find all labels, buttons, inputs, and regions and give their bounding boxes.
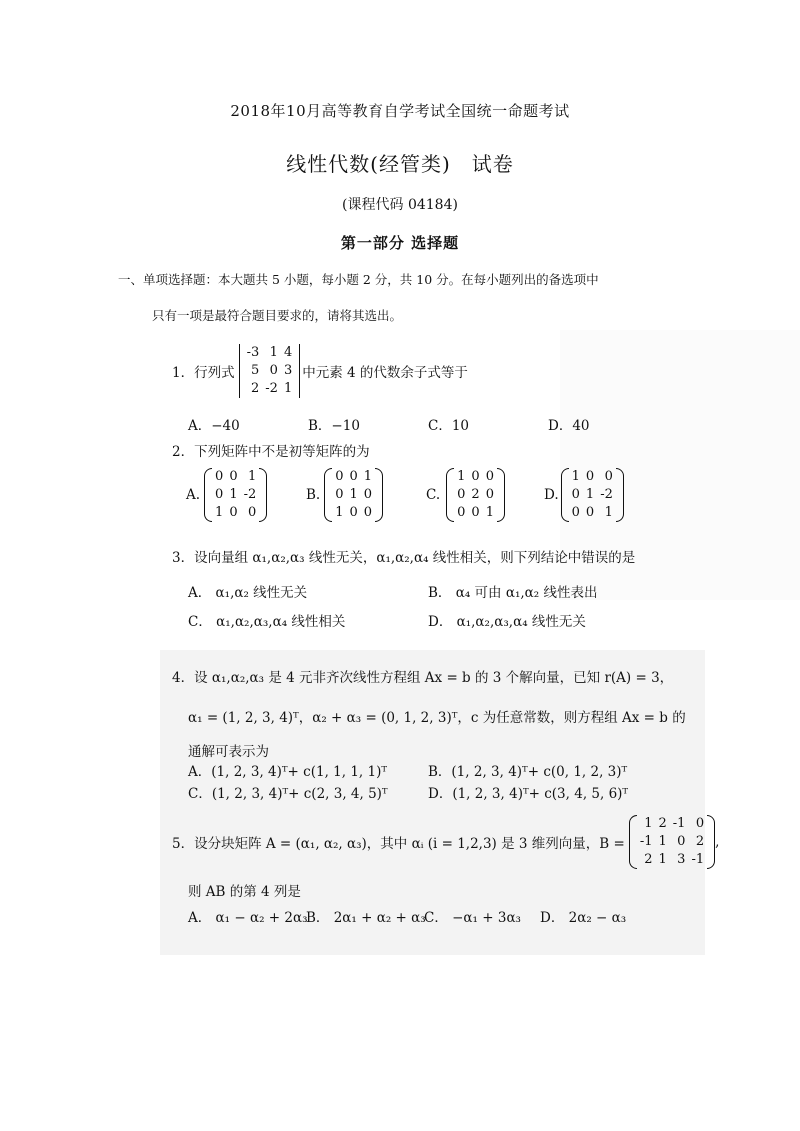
det-cell: 0 (269, 363, 278, 378)
option-label: C. (426, 487, 441, 503)
matrix-cell: 0 (571, 487, 580, 502)
section-instruction-line1: 一、单项选择题：本大题共 5 小题，每小题 2 分，共 10 分。在每小题列出的备选项中 (118, 272, 599, 287)
matrix-b (629, 815, 715, 869)
matrix (446, 468, 505, 522)
matrix-cell: 0 (604, 469, 613, 484)
matrix-cell: 0 (485, 487, 494, 502)
question-4-line1: 4．设 α₁,α₂,α₃ 是 4 元非齐次线性方程组 Ax = b 的 3 个解向量，已知 r(A) = 3， (172, 670, 674, 686)
q2-option-d[interactable] (544, 468, 624, 522)
question-3-stem: 3．设向量组 α₁,α₂,α₃ 线性无关，α₁,α₂,α₄ 线性相关，则下列结论中错误的是 (172, 550, 636, 566)
matrix-cell: 0 (485, 469, 494, 484)
q2-option-a[interactable] (186, 468, 267, 522)
matrix-cell: 2 (695, 834, 705, 849)
matrix-cell: 1 (335, 505, 344, 520)
matrix-cell: -2 (243, 487, 257, 502)
matrix-comma: , (715, 834, 720, 850)
matrix-cell: 0 (677, 834, 686, 849)
question-5-stem: 5．设分块矩阵 A = (α₁, α₂, α₃)，其中 αᵢ (i = 1,2,3) 是 3 维列向量，B = (172, 836, 625, 852)
matrix-cell: -2 (600, 487, 613, 502)
q3-option-c[interactable]: C． α₁,α₂,α₃,α₄ 线性相关 (188, 614, 346, 630)
matrix-cell: 2 (658, 816, 667, 831)
q3-option-d[interactable]: D． α₁,α₂,α₃,α₄ 线性无关 (428, 614, 586, 630)
q2-option-b[interactable] (306, 468, 383, 522)
option-label: A. (186, 487, 201, 503)
question-1 (172, 344, 468, 398)
matrix-grid (332, 468, 375, 522)
option-label: D. (544, 487, 559, 503)
matrix-cell: 1 (349, 487, 358, 502)
matrix-cell: 1 (658, 834, 667, 849)
matrix-cell: 0 (363, 487, 373, 502)
matrix-grid (569, 468, 616, 522)
matrix-cell: 0 (335, 469, 344, 484)
q4-option-a[interactable]: A．(1, 2, 3, 4)ᵀ+ c(1, 1, 1, 1)ᵀ (188, 764, 388, 780)
question-2-stem: 2．下列矩阵中不是初等矩阵的为 (172, 444, 370, 460)
q1-option-a[interactable]: A．−40 (188, 418, 240, 434)
matrix-cell: 1 (363, 469, 373, 484)
q5-option-b[interactable]: B． 2α₁ + α₂ + α₃ (306, 910, 426, 926)
matrix-grid (637, 815, 707, 869)
det-cell: 3 (283, 363, 293, 378)
det-cell: -3 (246, 345, 260, 360)
matrix-cell: 2 (471, 487, 480, 502)
exam-title: 2018年10月高等教育自学考试全国统一命题考试 (230, 102, 570, 120)
matrix-cell: 0 (229, 469, 238, 484)
matrix-cell: 0 (457, 487, 466, 502)
matrix-cell: 0 (571, 505, 580, 520)
matrix-cell: 0 (471, 505, 480, 520)
matrix-cell: 1 (229, 487, 238, 502)
q2-option-c[interactable] (426, 468, 505, 522)
question-4-line3: 通解可表示为 (188, 744, 269, 760)
matrix-grid (454, 468, 497, 522)
det-cell: -2 (265, 381, 278, 396)
matrix-cell: 0 (695, 816, 705, 831)
matrix-cell: 2 (644, 852, 653, 867)
q5-option-c[interactable]: C． −α₁ + 3α₃ (424, 910, 521, 926)
q1-option-b[interactable]: B．−10 (308, 418, 360, 434)
matrix-cell: 0 (349, 505, 358, 520)
question-5 (172, 815, 719, 869)
question-5-line2: 则 AB 的第 4 列是 (188, 884, 301, 900)
q5-option-d[interactable]: D． 2α₂ − α₃ (540, 910, 627, 926)
course-code: (课程代码 04184) (342, 197, 458, 213)
det-cell: 1 (269, 345, 278, 360)
matrix-cell: 3 (677, 852, 686, 867)
matrix-cell: 1 (571, 469, 580, 484)
q4-option-c[interactable]: C．(1, 2, 3, 4)ᵀ+ c(2, 3, 4, 5)ᵀ (188, 786, 388, 802)
matrix-grid (212, 468, 259, 522)
matrix-cell: 1 (604, 505, 613, 520)
matrix-cell: 0 (215, 487, 224, 502)
matrix (561, 468, 624, 522)
matrix-cell: 0 (215, 469, 224, 484)
matrix-cell: 0 (229, 505, 238, 520)
matrix-cell: 0 (363, 505, 373, 520)
q3-option-a[interactable]: A． α₁,α₂ 线性无关 (188, 585, 308, 601)
matrix-cell: 0 (349, 469, 358, 484)
det-cell: 2 (250, 381, 260, 396)
paper-title: 线性代数(经管类) 试卷 (286, 152, 514, 176)
matrix-cell: 0 (457, 505, 466, 520)
determinant (239, 344, 301, 398)
matrix-cell: 1 (585, 487, 595, 502)
q5-option-a[interactable]: A． α₁ − α₂ + 2α₃ (188, 910, 308, 926)
matrix-cell: 1 (658, 852, 667, 867)
matrix-cell: -1 (639, 834, 653, 849)
matrix-cell: 0 (335, 487, 344, 502)
q1-option-c[interactable]: C．10 (428, 418, 470, 434)
question-1-stem: 1．行列式 (172, 365, 235, 381)
matrix-cell: 1 (485, 505, 494, 520)
section-instruction-line2: 只有一项是最符合题目要求的，请将其选出。 (152, 308, 403, 323)
question-4-line2: α₁ = (1, 2, 3, 4)ᵀ，α₂ + α₃ = (0, 1, 2, 3)ᵀ，c 为任意常数，则方程组 Ax = b 的 (188, 710, 686, 726)
det-cell: 5 (250, 363, 260, 378)
matrix-cell: 0 (585, 505, 595, 520)
matrix-cell: 0 (248, 505, 257, 520)
matrix-cell: 1 (248, 469, 257, 484)
matrix-cell: -1 (672, 816, 686, 831)
q4-option-b[interactable]: B．(1, 2, 3, 4)ᵀ+ c(0, 1, 2, 3)ᵀ (428, 764, 628, 780)
matrix-cell: 0 (471, 469, 480, 484)
matrix (204, 468, 267, 522)
matrix-cell: 1 (457, 469, 466, 484)
matrix (324, 468, 383, 522)
matrix-cell: 1 (215, 505, 224, 520)
det-cell: 1 (283, 381, 293, 396)
matrix-cell: 1 (644, 816, 653, 831)
question-1-tail: 中元素 4 的代数余子式等于 (302, 365, 468, 381)
q4-option-d[interactable]: D．(1, 2, 3, 4)ᵀ+ c(3, 4, 5, 6)ᵀ (428, 786, 629, 802)
q3-option-b[interactable]: B． α₄ 可由 α₁,α₂ 线性表出 (428, 585, 598, 601)
matrix-cell: -1 (691, 852, 705, 867)
matrix-cell: 0 (585, 469, 595, 484)
determinant-grid (244, 344, 296, 398)
det-cell: 4 (283, 345, 293, 360)
option-label: B. (306, 487, 321, 503)
q1-option-d[interactable]: D．40 (548, 418, 590, 434)
part-heading: 第一部分 选择题 (340, 234, 460, 252)
